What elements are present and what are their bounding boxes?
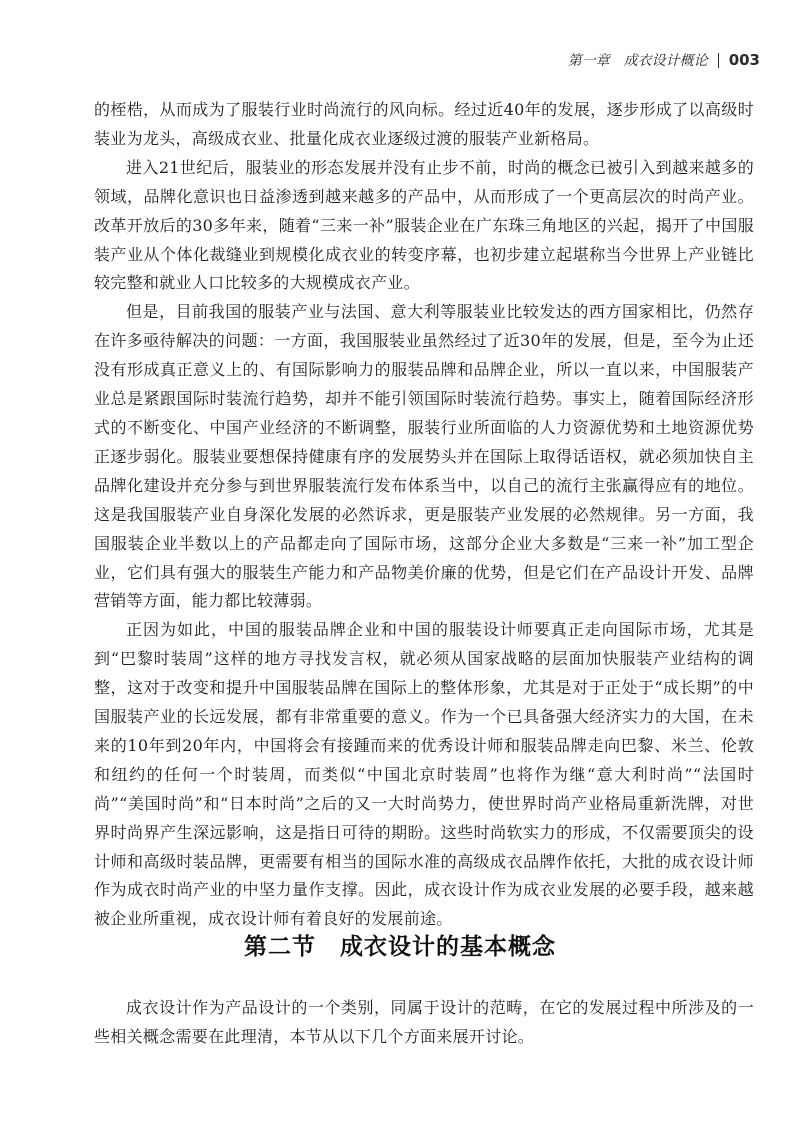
chapter-title: 第一章 成衣设计概论 bbox=[567, 53, 708, 69]
section-number: 第二节 bbox=[244, 934, 316, 960]
paragraph: 正因为如此，中国的服装品牌企业和中国的服装设计师要真正走向国际市场，尤其是到“巴黎时装周”这样的地方寻找发言权，就必须从国家战略的层面加快服装产业结构的调整，这对于改变和提升中国服装品牌在国际上的整体形象，尤其是对于正处于“成长期”的中国服装产业的长远发展，都有非常重要的意义。作为一个已具备强大经济实力的大国，在未来的10年到20年内，中国将会有接踵而来的优秀设计师和服装品牌走向巴黎、米兰、伦敦和纽约的任何一个时装周，而类似“中国北京时装周”也将作为继“意大利时尚”“法国时尚”“美国时尚”和“日本时尚”之后的又一大时尚势力，使世界时尚产业格局重新洗牌，对世界时尚界产生深远影响，这是指日可待的期盼。这些时尚软实力的形成，不仅需要顶尖的设计师和高级时装品牌，更需要有相当的国际水准的高级成衣品牌作依托，大批的成衣设计师作为成衣时尚产业的中坚力量作支撑。因此，成衣设计作为成衣业发展的必要手段，越来越被企业所重视，成衣设计师有着良好的发展前途。 bbox=[94, 620, 754, 929]
paragraph: 但是，目前我国的服装产业与法国、意大利等服装业比较发达的西方国家相比，仍然存在许多亟待解决的问题：一方面，我国服装业虽然经过了近30年的发展，但是，至今为止还没有形成真正意义上的、有国际影响力的服装品牌和品牌企业，所以一直以来，中国服装产业总是紧跟国际时装流行趋势，却并不能引领国际时装流行趋势。事实上，随着国际经济形式的不断变化、中国产业经济的不断调整，服装行业所面临的人力资源优势和土地资源优势正逐步弱化。服装业要想保持健康有序的发展势头并在国际上取得话语权，就必须加快自主品牌化建设并充分参与到世界服装流行发布体系当中，以自己的流行主张赢得应有的地位。这是我国服装产业自身深化发展的必然诉求，更是服装产业发展的必然规律。另一方面，我国服装企业半数以上的产品都走向了国际市场，这部分企业大多数是“三来一补”加工型企业，它们具有强大的服装生产能力和产品物美价廉的优势，但是它们在产品设计开发、品牌营销等方面，能力都比较薄弱。 bbox=[94, 302, 754, 611]
section-intro: 成衣设计作为产品设计的一个类别，同属于设计的范畴，在它的发展过程中所涉及的一些相关概念需要在此理清，本节从以下几个方面来展开讨论。 bbox=[94, 998, 754, 1046]
body-text bbox=[94, 96, 754, 934]
header-divider bbox=[718, 53, 719, 68]
running-header bbox=[568, 50, 760, 70]
section-body bbox=[94, 994, 754, 1052]
page-number: 003 bbox=[728, 51, 760, 69]
section-heading bbox=[0, 928, 800, 961]
paragraph: 进入21世纪后，服装业的形态发展并没有止步不前，时尚的概念已被引入到越来越多的领域，品牌化意识也日益渗透到越来越多的产品中，从而形成了一个更高层次的时尚产业。改革开放后的30多年来，随着“三来一补”服装企业在广东珠三角地区的兴起，揭开了中国服装产业从个体化裁缝业到规模化成衣业的转变序幕，也初步建立起堪称当今世界上产业链比较完整和就业人口比较多的大规模成衣产业。 bbox=[94, 157, 754, 293]
paragraph-continued: 的桎梏，从而成为了服装行业时尚流行的风向标。经过近40年的发展，逐步形成了以高级时装业为龙头，高级成衣业、批量化成衣业逐级过渡的服装产业新格局。 bbox=[94, 100, 754, 148]
section-title: 成衣设计的基本概念 bbox=[340, 934, 556, 960]
